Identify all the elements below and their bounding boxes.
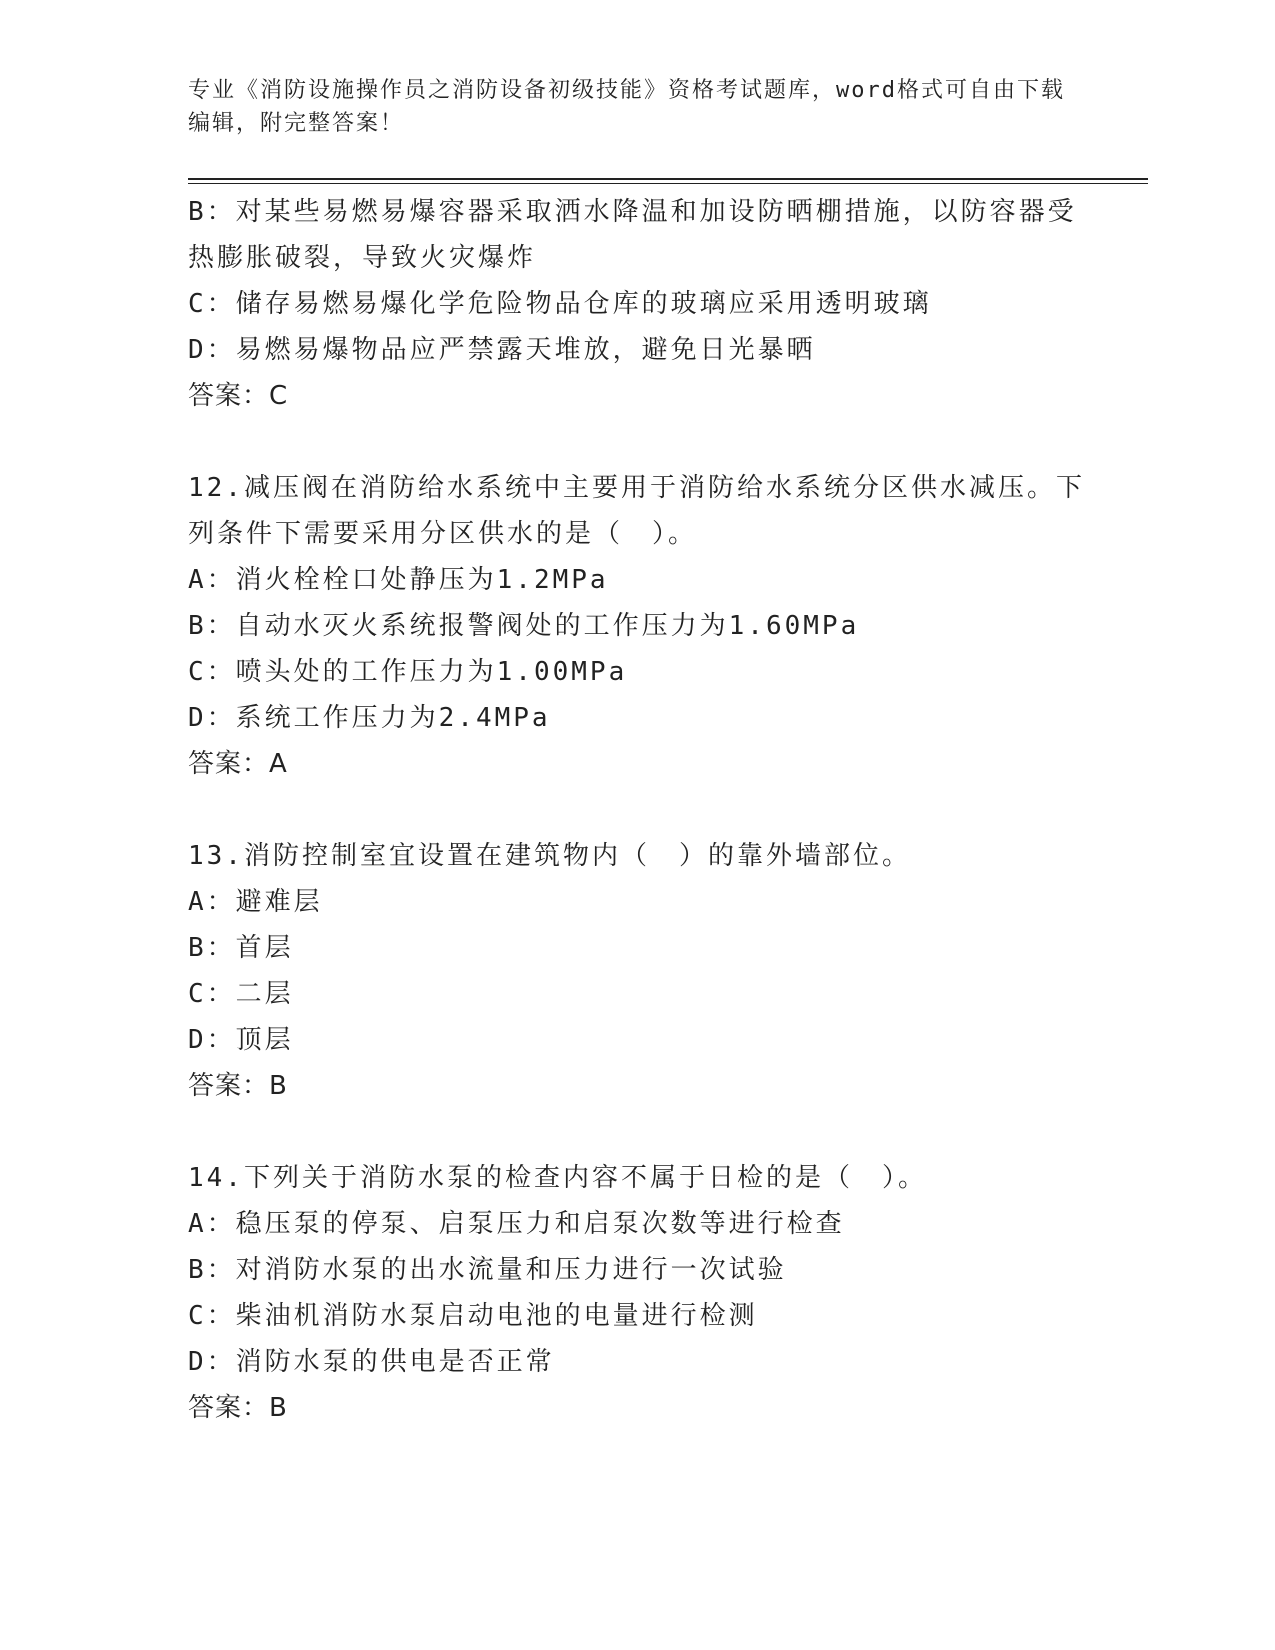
question-11-option-c: C：储存易燃易爆化学危险物品仓库的玻璃应采用透明玻璃: [188, 289, 932, 319]
question-12-option-a: A：消火栓栓口处静压为1.2MPa: [188, 565, 609, 595]
question-gap: [188, 419, 1088, 465]
question-14-option-b: B：对消防水泵的出水流量和压力进行一次试验: [188, 1255, 787, 1285]
header-rule-thick: [188, 178, 1148, 180]
question-11-option-d: D：易燃易爆物品应严禁露天堆放，避免日光暴晒: [188, 335, 816, 365]
question-12-stem: 12.减压阀在消防给水系统中主要用于消防给水系统分区供水减压。下列条件下需要采用分区供水的是（ ）。: [188, 473, 1085, 549]
question-11-block: [188, 189, 1088, 419]
question-gap: [188, 787, 1088, 833]
question-13-answer: 答案：B: [188, 1071, 288, 1101]
question-12-answer: 答案：A: [188, 749, 288, 779]
question-14-option-a: A：稳压泵的停泵、启泵压力和启泵次数等进行检查: [188, 1209, 845, 1239]
question-13-option-a: A：避难层: [188, 887, 323, 917]
question-13-option-c: C：二层: [188, 979, 294, 1009]
question-13-block: [188, 833, 1088, 1109]
question-12-option-c: C：喷头处的工作压力为1.00MPa: [188, 657, 628, 687]
question-12-block: [188, 465, 1088, 787]
question-12-option-b: B：自动水灭火系统报警阀处的工作压力为1.60MPa: [188, 611, 860, 641]
question-13-option-d: D：顶层: [188, 1025, 294, 1055]
question-list: [188, 189, 1088, 1431]
question-14-block: [188, 1155, 1088, 1431]
question-14-stem: 14.下列关于消防水泵的检查内容不属于日检的是（ ）。: [188, 1163, 927, 1193]
question-14-option-c: C：柴油机消防水泵启动电池的电量进行检测: [188, 1301, 758, 1331]
question-gap: [188, 1109, 1088, 1155]
question-14-answer: 答案：B: [188, 1393, 288, 1423]
question-11-option-b: B：对某些易燃易爆容器采取洒水降温和加设防晒棚措施，以防容器受热膨胀破裂，导致火灾爆炸: [188, 197, 1077, 273]
question-11-answer: 答案：C: [188, 381, 289, 411]
question-13-stem: 13.消防控制室宜设置在建筑物内（ ）的靠外墙部位。: [188, 841, 911, 871]
document-header: 专业《消防设施操作员之消防设备初级技能》资格考试题库，word格式可自由下载编辑，附完整答案！: [188, 78, 1065, 136]
question-14-option-d: D：消防水泵的供电是否正常: [188, 1347, 555, 1377]
question-13-option-b: B：首层: [188, 933, 294, 963]
header-rule-thin: [188, 183, 1148, 184]
question-12-option-d: D：系统工作压力为2.4MPa: [188, 703, 551, 733]
